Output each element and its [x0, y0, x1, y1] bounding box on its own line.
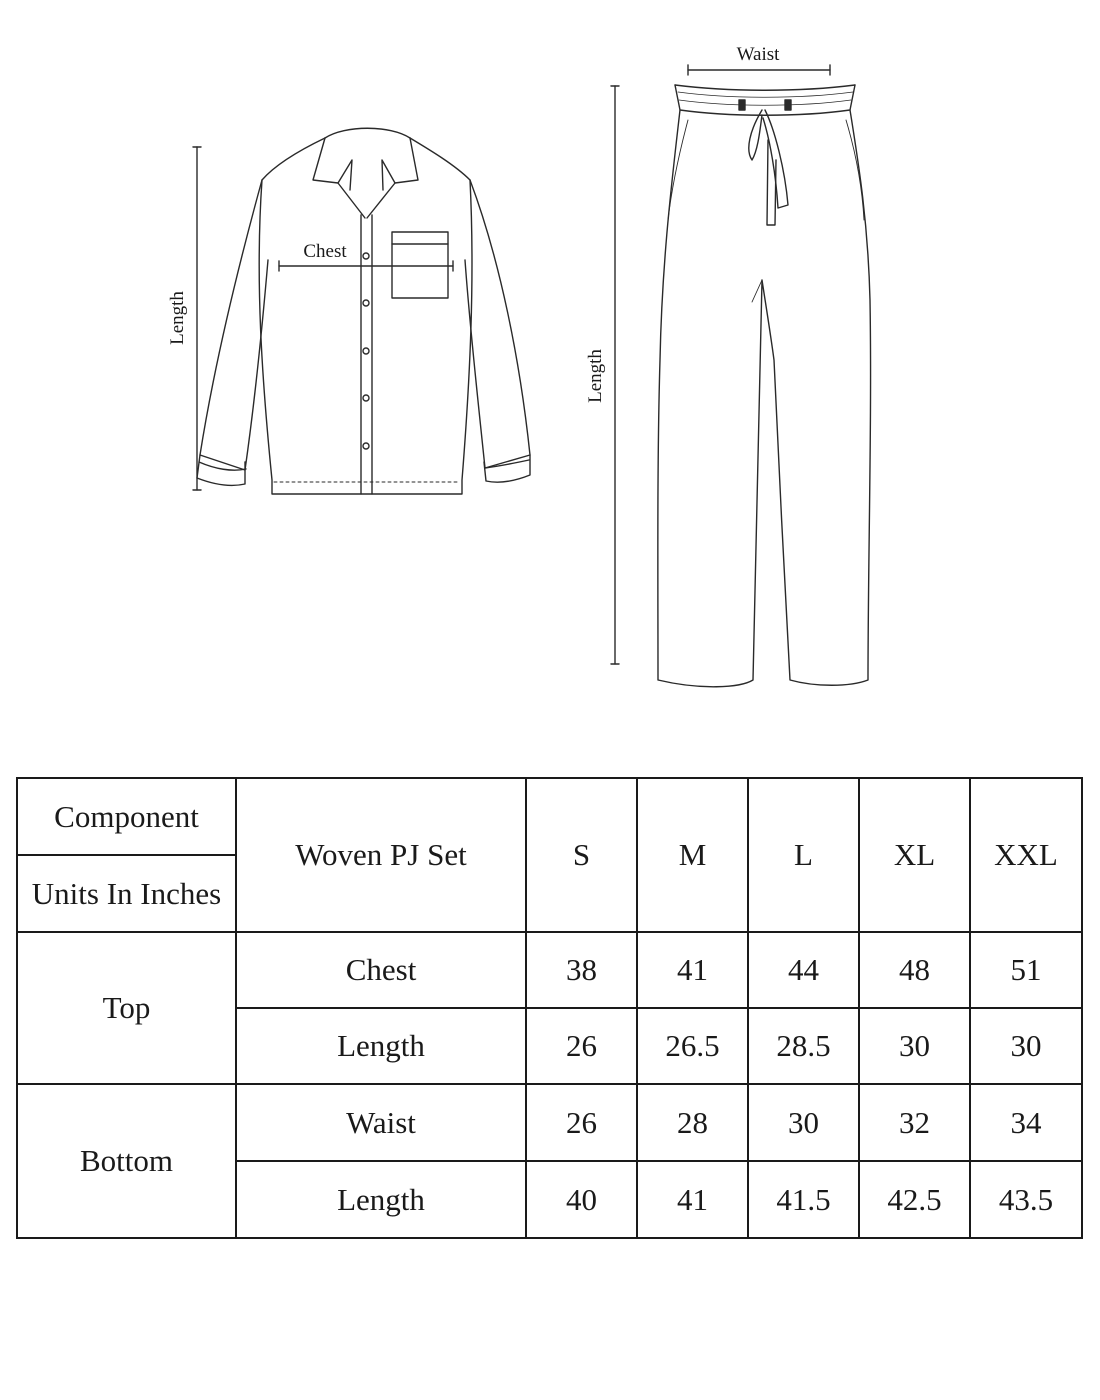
pants-length-label: Length — [585, 349, 606, 403]
table-cell: 41 — [637, 932, 748, 1008]
pants-waist-label: Waist — [736, 44, 780, 65]
group-label-top: Top — [17, 932, 236, 1084]
size-header: L — [748, 778, 859, 932]
shirt-length-measure — [193, 147, 201, 490]
size-header: M — [637, 778, 748, 932]
size-header: XL — [859, 778, 970, 932]
table-cell: 51 — [970, 932, 1082, 1008]
shirt-chest-measure — [279, 261, 453, 271]
table-cell: 28.5 — [748, 1008, 859, 1084]
table-row — [17, 1084, 1082, 1161]
shirt-chest-label: Chest — [303, 241, 347, 262]
table-cell: 34 — [970, 1084, 1082, 1161]
size-header: S — [526, 778, 637, 932]
size-chart-table — [16, 777, 1083, 1239]
table-cell: 41.5 — [748, 1161, 859, 1238]
measure-label: Length — [236, 1161, 526, 1238]
table-cell: 30 — [859, 1008, 970, 1084]
table-cell: 26.5 — [637, 1008, 748, 1084]
table-cell: 43.5 — [970, 1161, 1082, 1238]
table-cell: 40 — [526, 1161, 637, 1238]
table-row — [17, 932, 1082, 1008]
table-cell: 38 — [526, 932, 637, 1008]
pants-waist-measure — [688, 65, 830, 75]
measure-label: Length — [236, 1008, 526, 1084]
table-cell: 26 — [526, 1084, 637, 1161]
pants-drawing — [658, 85, 871, 687]
component-header: Component — [17, 778, 236, 855]
size-header: XXL — [970, 778, 1082, 932]
table-cell: 28 — [637, 1084, 748, 1161]
measure-label: Waist — [236, 1084, 526, 1161]
units-header: Units In Inches — [17, 855, 236, 932]
pants-length-measure — [611, 86, 619, 664]
table-cell: 42.5 — [859, 1161, 970, 1238]
table-cell: 44 — [748, 932, 859, 1008]
shirt-length-label: Length — [167, 291, 188, 345]
table-cell: 26 — [526, 1008, 637, 1084]
table-cell: 48 — [859, 932, 970, 1008]
table-cell: 32 — [859, 1084, 970, 1161]
table-cell: 30 — [748, 1084, 859, 1161]
table-cell: 30 — [970, 1008, 1082, 1084]
group-label-bottom: Bottom — [17, 1084, 236, 1238]
measure-label: Chest — [236, 932, 526, 1008]
table-cell: 41 — [637, 1161, 748, 1238]
set-name-header: Woven PJ Set — [236, 778, 526, 932]
shirt-drawing — [197, 128, 530, 494]
